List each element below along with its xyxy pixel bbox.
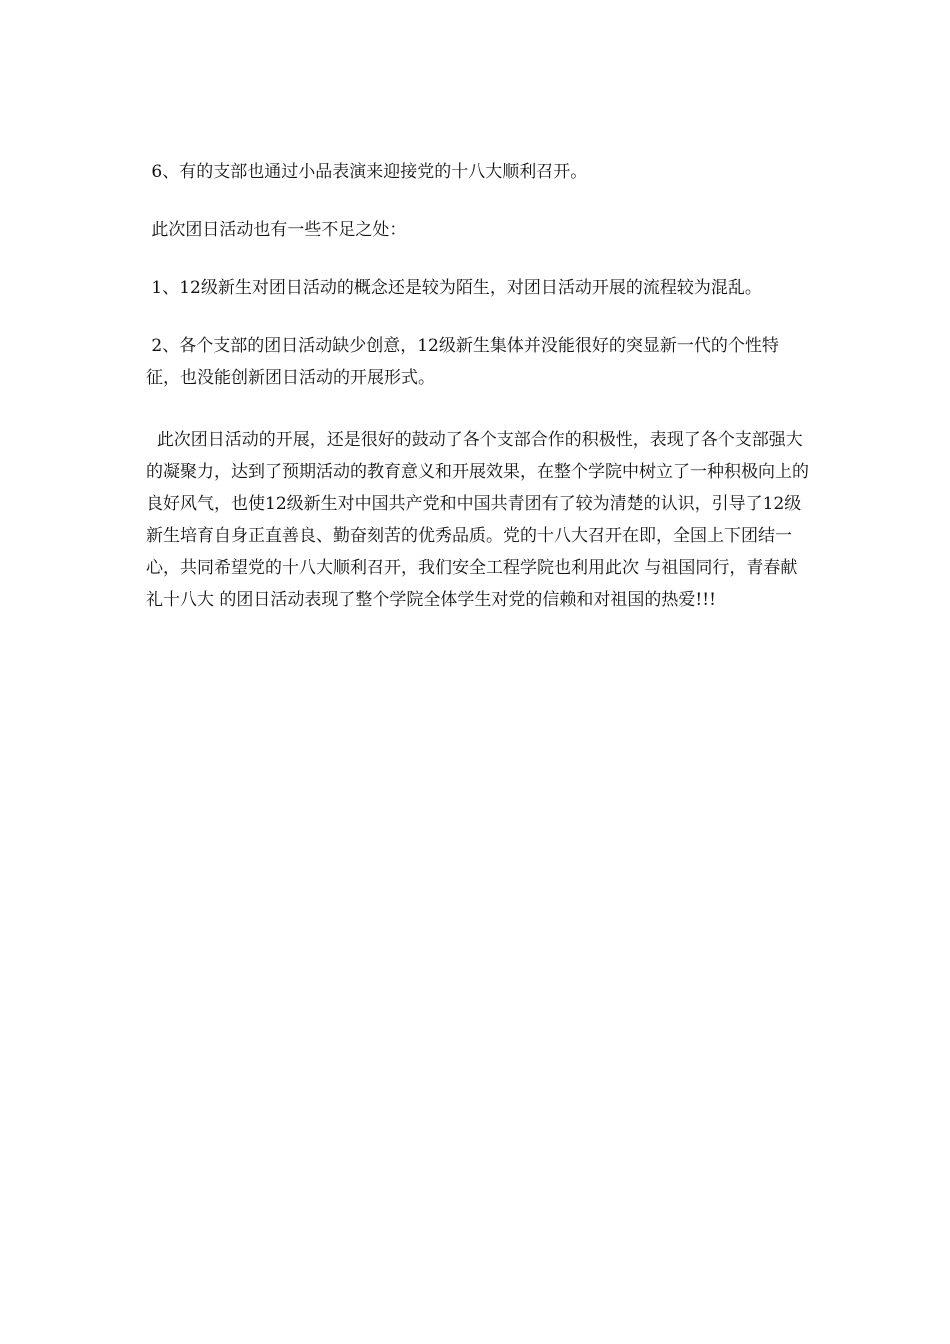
paragraph-item-6: 6、有的支部也通过小品表演来迎接党的十八大顺利召开。 <box>146 162 588 182</box>
document-body <box>146 156 810 616</box>
paragraph-shortcomings-intro: 此次团日活动也有一些不足之处： <box>146 220 407 240</box>
paragraph-conclusion: 此次团日活动的开展，还是很好的鼓动了各个支部合作的积极性，表现了各个支部强大的凝聚力，达到了预期活动的教育意义和开展效果，在整个学院中树立了一种积极向上的良好风气，也使12级新生对中国共产党和中国共青团有了较为清楚的认识，引导了12级新生培育自身正直善良、勤奋刻苦的优秀品质。党的十八大召开在即，全国上下团结一心，共同希望党的十八大顺利召开，我们安全工程学院也利用此次 与祖国同行，青春献礼十八大 的团日活动表现了整个学院全体学生对党的信赖和对祖国的热爱!!! <box>146 430 809 610</box>
paragraph-shortcoming-1: 1、12级新生对团日活动的概念还是较为陌生，对团日活动开展的流程较为混乱。 <box>146 278 762 298</box>
paragraph-shortcoming-2: 2、各个支部的团日活动缺少创意，12级新生集体并没能很好的突显新一代的个性特征，也没能创新团日活动的开展形式。 <box>146 336 779 388</box>
